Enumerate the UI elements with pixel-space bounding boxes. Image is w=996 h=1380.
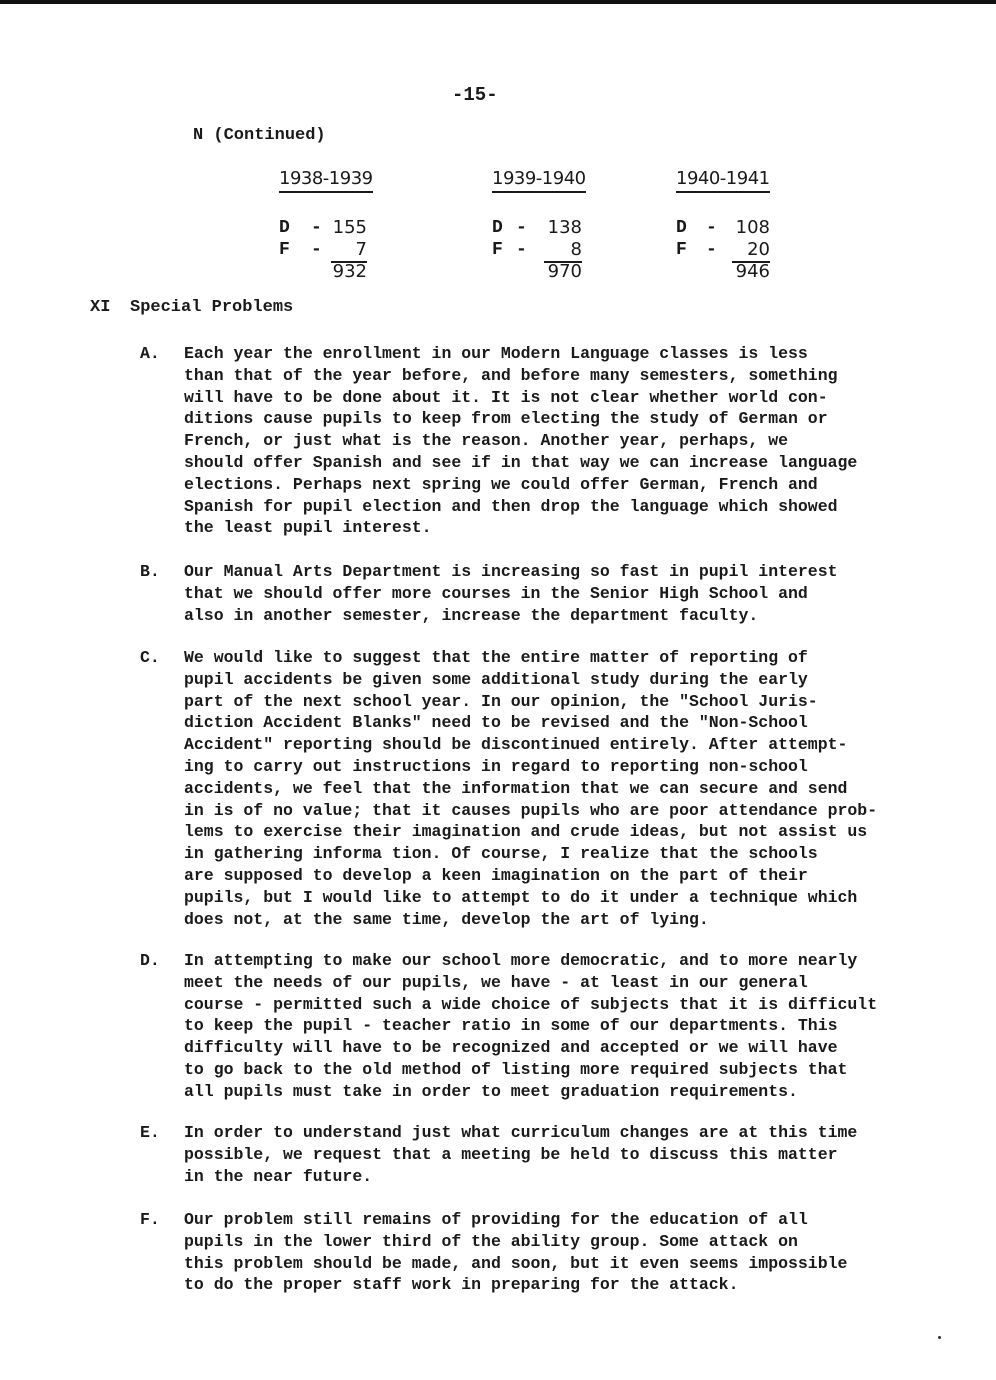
problem-item-c [140, 647, 940, 930]
dash: - [516, 240, 527, 260]
stat-row-d [279, 217, 439, 239]
grade-letter: F [492, 240, 503, 260]
year-column-1939-1940 [492, 168, 652, 283]
total-count: 932 [332, 261, 367, 282]
stat-row-d [676, 217, 836, 239]
grade-stats [279, 217, 439, 283]
year-heading: 1940-1941 [676, 168, 770, 193]
stat-row-f [676, 239, 836, 261]
stat-row-total [492, 261, 652, 283]
section-continued-heading: N (Continued) [193, 126, 326, 145]
item-text: In order to understand just what curriculum changes are at this time possible, we request that a meeting be held to discuss this matter in the near future. [184, 1123, 858, 1186]
item-text: In attempting to make our school more democratic, and to more nearly meet the needs of our pupils, we have - at least in our general course - permitted such a wide choice of subjects that it is difficult to keep the pupil - teacher ratio in some of our departments. This difficulty will have to be recognized and accepted or we will have to go back to the old method of listing more required subjects that all pupils must take in order to meet graduation requirements. [184, 951, 878, 1101]
grade-stats [676, 217, 836, 283]
problem-item-f [140, 1209, 940, 1296]
grade-letter: F [279, 240, 290, 260]
stat-row-total [676, 261, 836, 283]
grade-letter: F [676, 240, 687, 260]
top-edge-rule [0, 0, 996, 4]
item-label: F. [140, 1210, 160, 1229]
stat-row-d [492, 217, 652, 239]
grade-count: 108 [735, 217, 770, 238]
dash: - [311, 218, 322, 238]
item-label: B. [140, 562, 160, 581]
year-heading: 1939-1940 [492, 168, 586, 193]
grade-count: 155 [332, 217, 367, 238]
item-label: A. [140, 344, 160, 363]
dash: - [706, 240, 717, 260]
year-heading: 1938-1939 [279, 168, 373, 193]
stat-row-total [279, 261, 439, 283]
problem-item-b [140, 561, 940, 626]
year-column-1940-1941 [676, 168, 836, 283]
item-label: E. [140, 1123, 160, 1142]
section-number: XI [90, 298, 111, 317]
grade-letter: D [492, 218, 503, 238]
grade-count: 8 [544, 239, 582, 263]
item-text: Each year the enrollment in our Modern Language classes is less than that of the year before, and before many semesters, something will have to be done about it. It is not clear whether world con- ditions cause pupils to keep from electing the study of German or French, or just what is the reason. Another year, perhaps, we should offer Spanish and see if in that way we can increase language elections. Perhaps next spring we could offer German, French and Spanish for pupil election and then drop the language which showed the least pupil interest. [184, 344, 858, 538]
grade-letter: D [676, 218, 687, 238]
grade-stats [492, 217, 652, 283]
dash: - [706, 218, 717, 238]
stat-row-f [492, 239, 652, 261]
dash: - [516, 218, 527, 238]
total-count: 970 [547, 261, 582, 282]
problem-item-e [140, 1122, 940, 1187]
item-text: We would like to suggest that the entire matter of reporting of pupil accidents be given some additional study during the early part of the next school year. In our opinion, the "School Juris- diction Accident Blanks" need to be revised and the "Non-School Accident" reporting should be discontinued entirely. After attempt- ing to carry out instructions in regard to reporting non-school accidents, we feel that the information that we can secure and send in is of no value; that it causes pupils who are poor attendance prob- lems to exercise their imagination and crude ideas, but not assist us in gathering informa tion. Of course, I realize that the schools are supposed to develop a keen imagination on the part of their pupils, but I would like to attempt to do it under a technique which does not, at the same time, develop the art of lying. [184, 648, 878, 929]
item-label: C. [140, 648, 160, 667]
grade-letter: D [279, 218, 290, 238]
grade-count: 20 [732, 239, 770, 263]
grade-count: 7 [331, 239, 367, 263]
item-label: D. [140, 951, 160, 970]
section-heading [90, 298, 293, 317]
item-text: Our problem still remains of providing for the education of all pupils in the lower third of the ability group. Some attack on this problem should be made, and soon, but it even seems impossible to do the proper staff work in preparing for the attack. [184, 1210, 848, 1295]
stray-mark [938, 1336, 941, 1339]
year-column-1938-1939 [279, 168, 439, 283]
section-title: Special Problems [130, 298, 294, 317]
problem-item-d [140, 950, 940, 1103]
total-count: 946 [735, 261, 770, 282]
grade-count: 138 [547, 217, 582, 238]
problem-item-a [140, 343, 940, 539]
stat-row-f [279, 239, 439, 261]
page-number: -15- [452, 84, 498, 106]
item-text: Our Manual Arts Department is increasing so fast in pupil interest that we should offer more courses in the Senior High School and also in another semester, increase the department faculty. [184, 562, 838, 625]
dash: - [311, 240, 322, 260]
